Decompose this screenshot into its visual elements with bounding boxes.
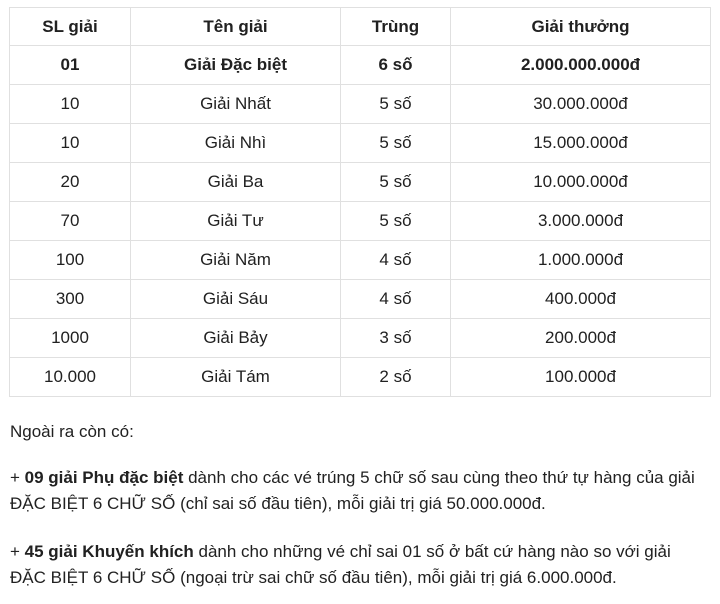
cell-sl: 1000 <box>10 319 131 358</box>
cell-sl: 100 <box>10 241 131 280</box>
cell-ten: Giải Đặc biệt <box>131 46 341 85</box>
table-row <box>10 124 711 163</box>
cell-sl: 01 <box>10 46 131 85</box>
cell-trung: 4 số <box>341 280 451 319</box>
table-row <box>10 202 711 241</box>
cell-thuong: 200.000đ <box>451 319 711 358</box>
cell-sl: 20 <box>10 163 131 202</box>
col-header-ten-giai: Tên giải <box>131 8 341 46</box>
table-row <box>10 46 711 85</box>
cell-thuong: 10.000.000đ <box>451 163 711 202</box>
cell-trung: 5 số <box>341 163 451 202</box>
cell-trung: 3 số <box>341 319 451 358</box>
cell-ten: Giải Tư <box>131 202 341 241</box>
table-row <box>10 241 711 280</box>
note-body-text: dành cho các vé trúng 5 chữ số sau cùng theo thứ tự hàng của giải ĐẶC BIỆT 6 CHỮ SỐ (chỉ sai số đầu tiên), mỗi giải trị giá 50.000.000đ. <box>10 468 695 513</box>
table-row <box>10 358 711 397</box>
cell-trung: 5 số <box>341 85 451 124</box>
col-header-giai-thuong: Giải thưởng <box>451 8 711 46</box>
prize-table <box>9 7 711 397</box>
note-bold-lead: 09 giải Phụ đặc biệt <box>24 468 184 487</box>
col-header-trung: Trùng <box>341 8 451 46</box>
notes-intro: Ngoài ra còn có: <box>10 422 134 441</box>
cell-sl: 10.000 <box>10 358 131 397</box>
table-row <box>10 319 711 358</box>
cell-thuong: 100.000đ <box>451 358 711 397</box>
table-row <box>10 163 711 202</box>
note-body-text: dành cho những vé chỉ sai 01 số ở bất cứ hàng nào so với giải ĐẶC BIỆT 6 CHỮ SỐ (ngoại trừ sai chữ số đầu tiên), mỗi giải trị giá 6.000.000đ. <box>10 542 671 587</box>
notes-section <box>10 419 710 591</box>
cell-ten: Giải Nhất <box>131 85 341 124</box>
cell-ten: Giải Sáu <box>131 280 341 319</box>
cell-thuong: 2.000.000.000đ <box>451 46 711 85</box>
cell-trung: 2 số <box>341 358 451 397</box>
table-header-row <box>10 8 711 46</box>
cell-sl: 70 <box>10 202 131 241</box>
cell-ten: Giải Năm <box>131 241 341 280</box>
cell-ten: Giải Ba <box>131 163 341 202</box>
cell-sl: 10 <box>10 124 131 163</box>
cell-sl: 10 <box>10 85 131 124</box>
note-plus-sign: + <box>10 468 25 487</box>
cell-sl: 300 <box>10 280 131 319</box>
cell-trung: 5 số <box>341 124 451 163</box>
cell-ten: Giải Bảy <box>131 319 341 358</box>
cell-trung: 6 số <box>341 46 451 85</box>
cell-trung: 4 số <box>341 241 451 280</box>
cell-thuong: 15.000.000đ <box>451 124 711 163</box>
table-row <box>10 85 711 124</box>
note-phu-dac-biet <box>10 465 710 517</box>
table-row <box>10 280 711 319</box>
note-bold-lead: 45 giải Khuyến khích <box>24 542 194 561</box>
cell-ten: Giải Nhì <box>131 124 341 163</box>
cell-ten: Giải Tám <box>131 358 341 397</box>
col-header-sl-giai: SL giải <box>10 8 131 46</box>
cell-thuong: 1.000.000đ <box>451 241 711 280</box>
cell-thuong: 30.000.000đ <box>451 85 711 124</box>
cell-thuong: 400.000đ <box>451 280 711 319</box>
note-plus-sign: + <box>10 542 25 561</box>
cell-thuong: 3.000.000đ <box>451 202 711 241</box>
cell-trung: 5 số <box>341 202 451 241</box>
note-khuyen-khich <box>10 539 710 591</box>
